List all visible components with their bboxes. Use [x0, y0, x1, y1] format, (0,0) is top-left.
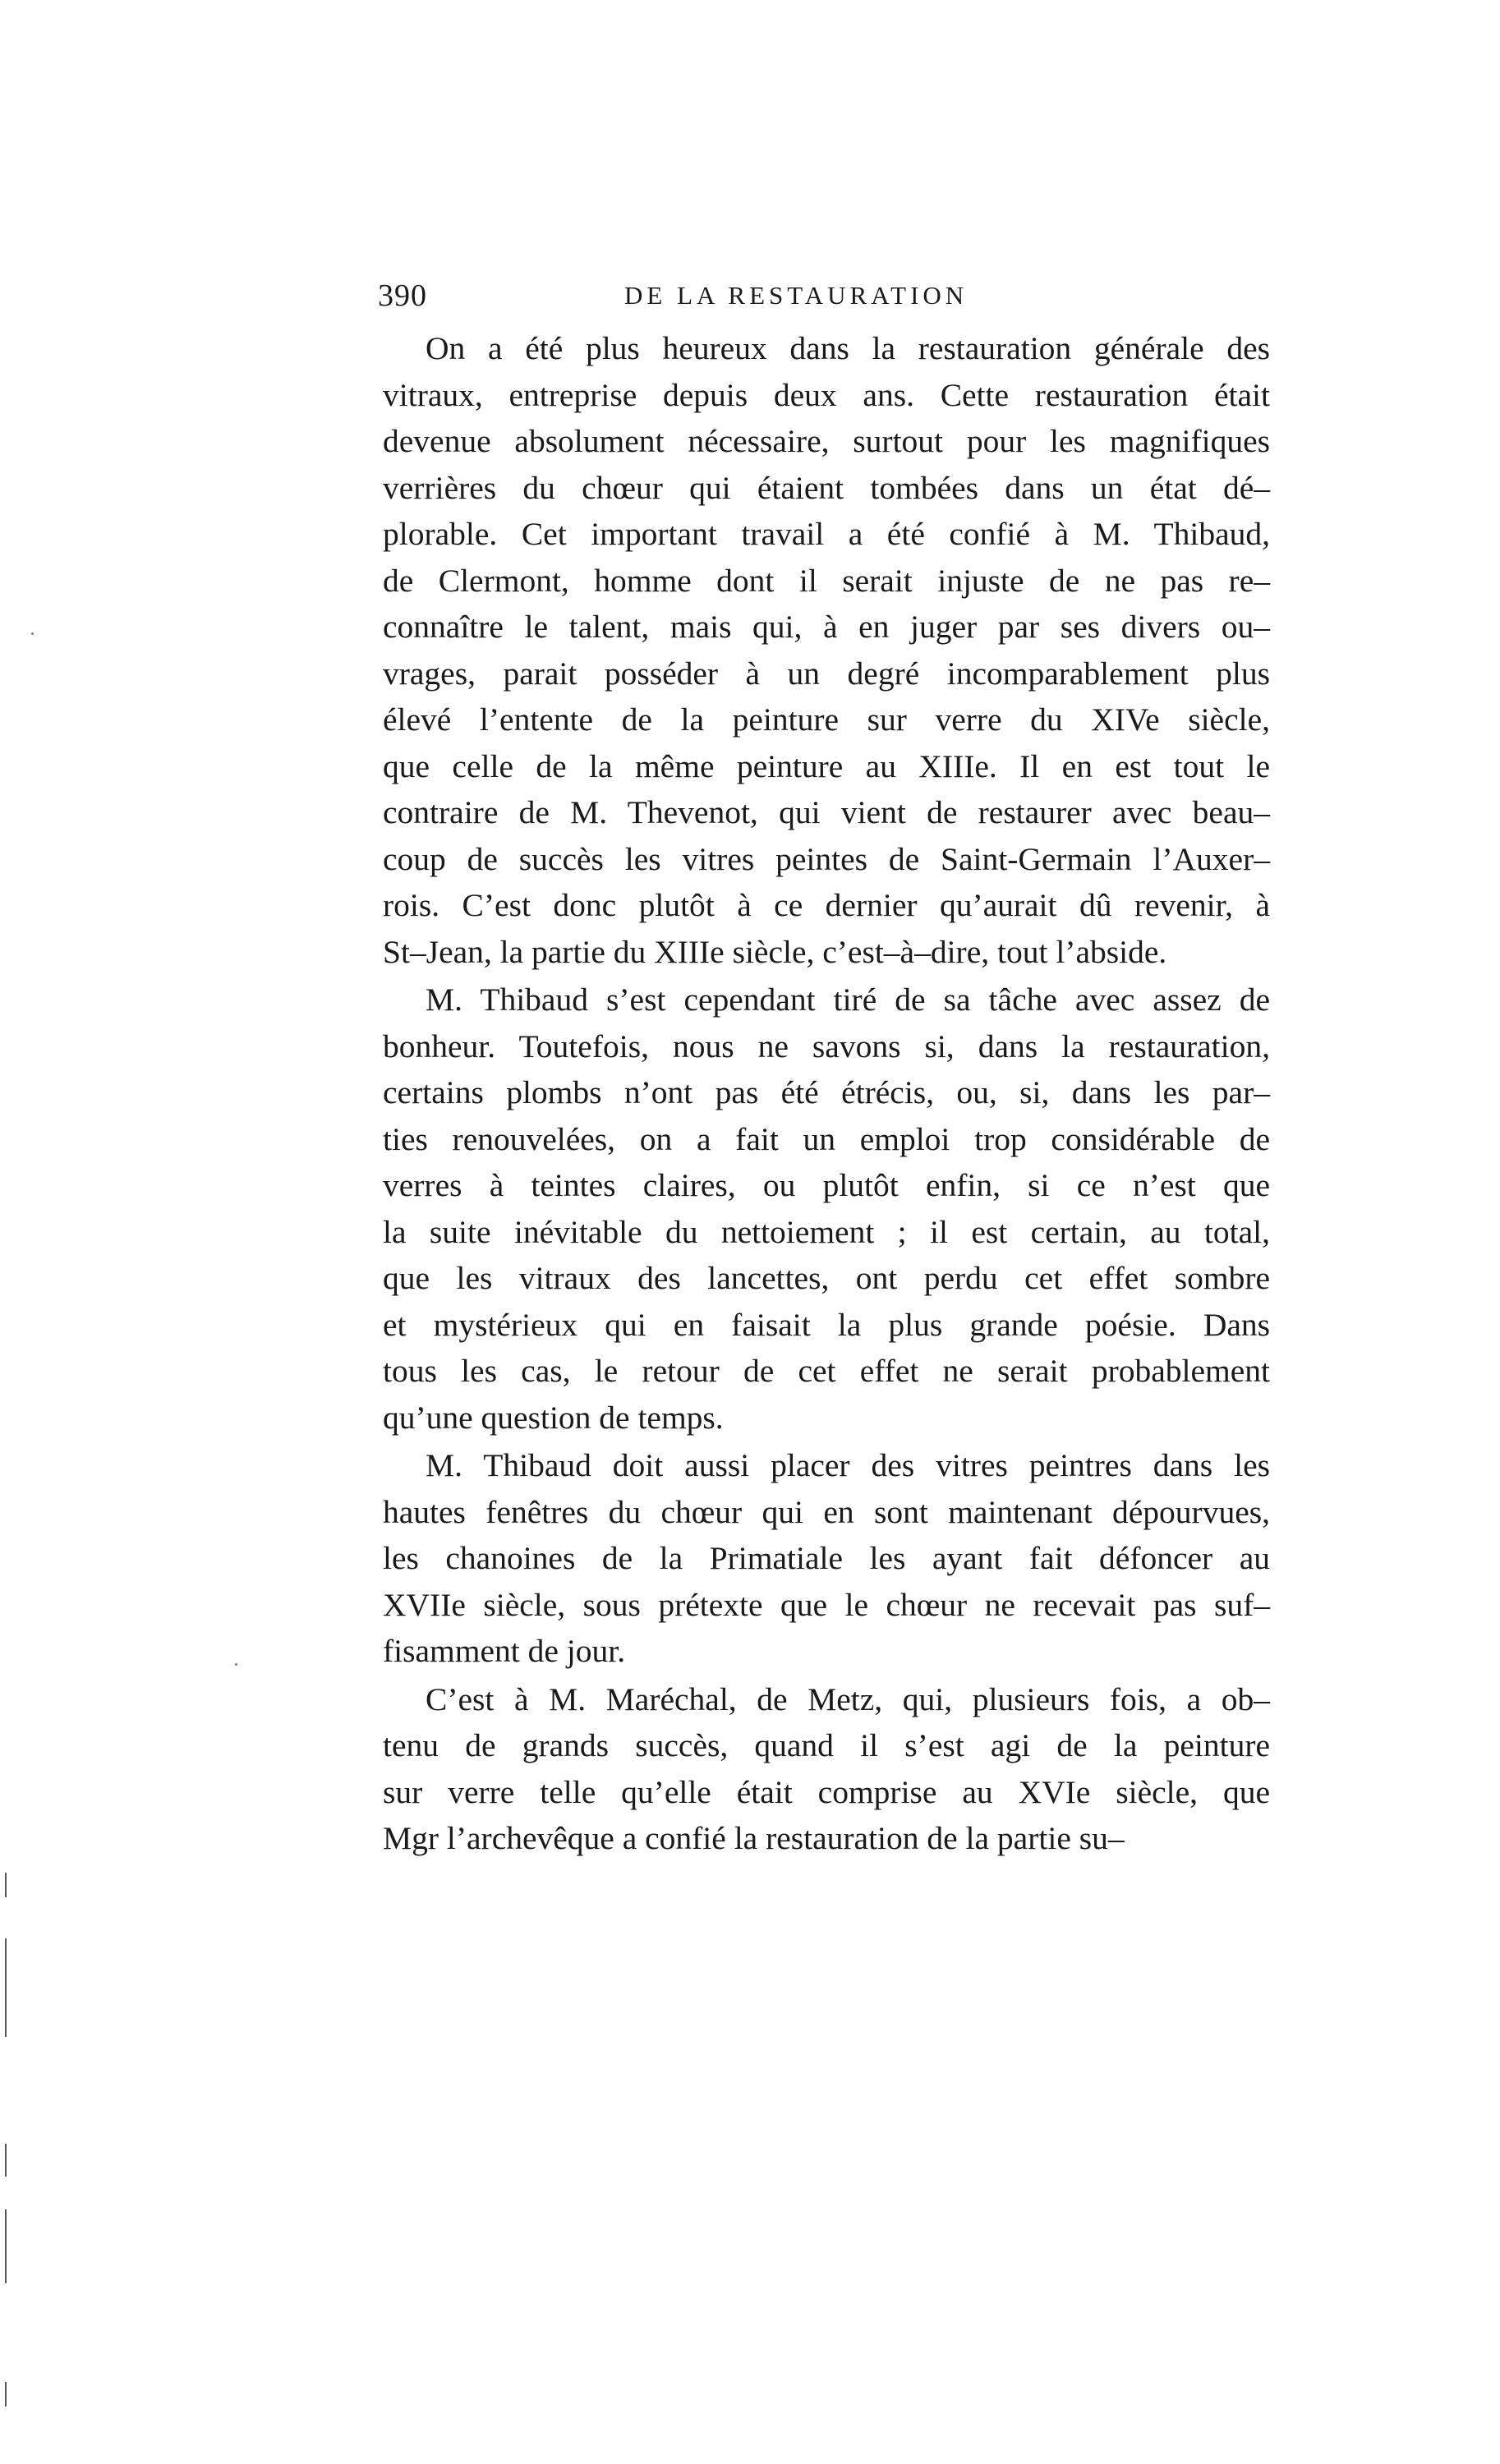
text-line: connaître le talent, mais qui, à en juger par ses divers ou– [383, 609, 1270, 645]
paragraph [383, 977, 1270, 1441]
text-line: St–Jean, la partie du XIIIe siècle, c’est–à–dire, tout l’abside. [383, 933, 1167, 970]
text-line: contraire de M. Thevenot, qui vient de restaurer avec beau– [383, 794, 1270, 830]
text-line: tenu de grands succès, quand il s’est agi de la peinture [383, 1727, 1270, 1763]
scan-mark [5, 1938, 7, 2037]
text-line: les chanoines de la Primatiale les ayant fait défoncer au [383, 1540, 1270, 1576]
page-number: 390 [378, 278, 427, 313]
scan-mark [5, 2209, 7, 2283]
text-line: devenue absolument nécessaire, surtout pour les magnifiques [383, 423, 1270, 459]
scan-mark [5, 1873, 7, 1897]
text-line: verres à teintes claires, ou plutôt enfin, si ce n’est que [383, 1167, 1270, 1203]
text-line: M. Thibaud s’est cependant tiré de sa tâche avec assez de [426, 981, 1270, 1018]
text-line: M. Thibaud doit aussi placer des vitres peintres dans les [426, 1447, 1270, 1483]
scan-margin-marks [0, 1873, 16, 2448]
scan-speck [235, 1663, 237, 1666]
scan-mark [5, 2382, 7, 2407]
paragraph [383, 1676, 1270, 1862]
text-line: la suite inévitable du nettoiement ; il est certain, au total, [383, 1213, 1270, 1250]
text-line: qu’une question de temps. [383, 1399, 724, 1436]
text-line: plorable. Cet important travail a été confié à M. Thibaud, [383, 516, 1270, 552]
text-line: fisamment de jour. [383, 1633, 626, 1669]
body-text [383, 325, 1270, 1862]
text-line: sur verre telle qu’elle était comprise au XVIe siècle, que [383, 1773, 1270, 1810]
text-line: de Clermont, homme dont il serait injuste de ne pas re– [383, 562, 1270, 599]
running-head: DE LA RESTAURATION [624, 281, 969, 310]
text-line: et mystérieux qui en faisait la plus grande poésie. Dans [383, 1306, 1270, 1343]
text-line: vrages, parait posséder à un degré incomparablement plus [383, 655, 1270, 692]
text-line: bonheur. Toutefois, nous ne savons si, dans la restauration, [383, 1027, 1270, 1064]
text-line: hautes fenêtres du chœur qui en sont maintenant dépourvues, [383, 1493, 1270, 1530]
paragraph [383, 1442, 1270, 1675]
text-line: tous les cas, le retour de cet effet ne serait probablement [383, 1353, 1270, 1389]
text-line: Mgr l’archevêque a confié la restauration de la partie su– [383, 1820, 1125, 1856]
text-line: XVIIe siècle, sous prétexte que le chœur ne recevait pas suf– [383, 1586, 1270, 1623]
text-line: ties renouvelées, on a fait un emploi trop considérable de [383, 1120, 1270, 1157]
text-line: élevé l’entente de la peinture sur verre du XIVe siècle, [383, 701, 1270, 738]
text-line: On a été plus heureux dans la restauration générale des [426, 330, 1270, 366]
scan-mark [5, 2144, 7, 2177]
text-line: C’est à M. Maréchal, de Metz, qui, plusieurs fois, a ob– [426, 1680, 1270, 1717]
text-line: que celle de la même peinture au XIIIe. Il en est tout le [383, 747, 1270, 784]
text-line: coup de succès les vitres peintes de Saint-Germain l’Auxer– [383, 840, 1270, 877]
scan-speck [31, 632, 34, 635]
text-line: verrières du chœur qui étaient tombées dans un état dé– [383, 469, 1270, 506]
page-header [378, 278, 1265, 319]
text-line: rois. C’est donc plutôt à ce dernier qu’aurait dû revenir, à [383, 887, 1270, 923]
text-line: certains plombs n’ont pas été étrécis, ou, si, dans les par– [383, 1074, 1270, 1110]
paragraph [383, 325, 1270, 975]
text-line: vitraux, entreprise depuis deux ans. Cette restauration était [383, 376, 1270, 413]
text-line: que les vitraux des lancettes, ont perdu cet effet sombre [383, 1260, 1270, 1296]
